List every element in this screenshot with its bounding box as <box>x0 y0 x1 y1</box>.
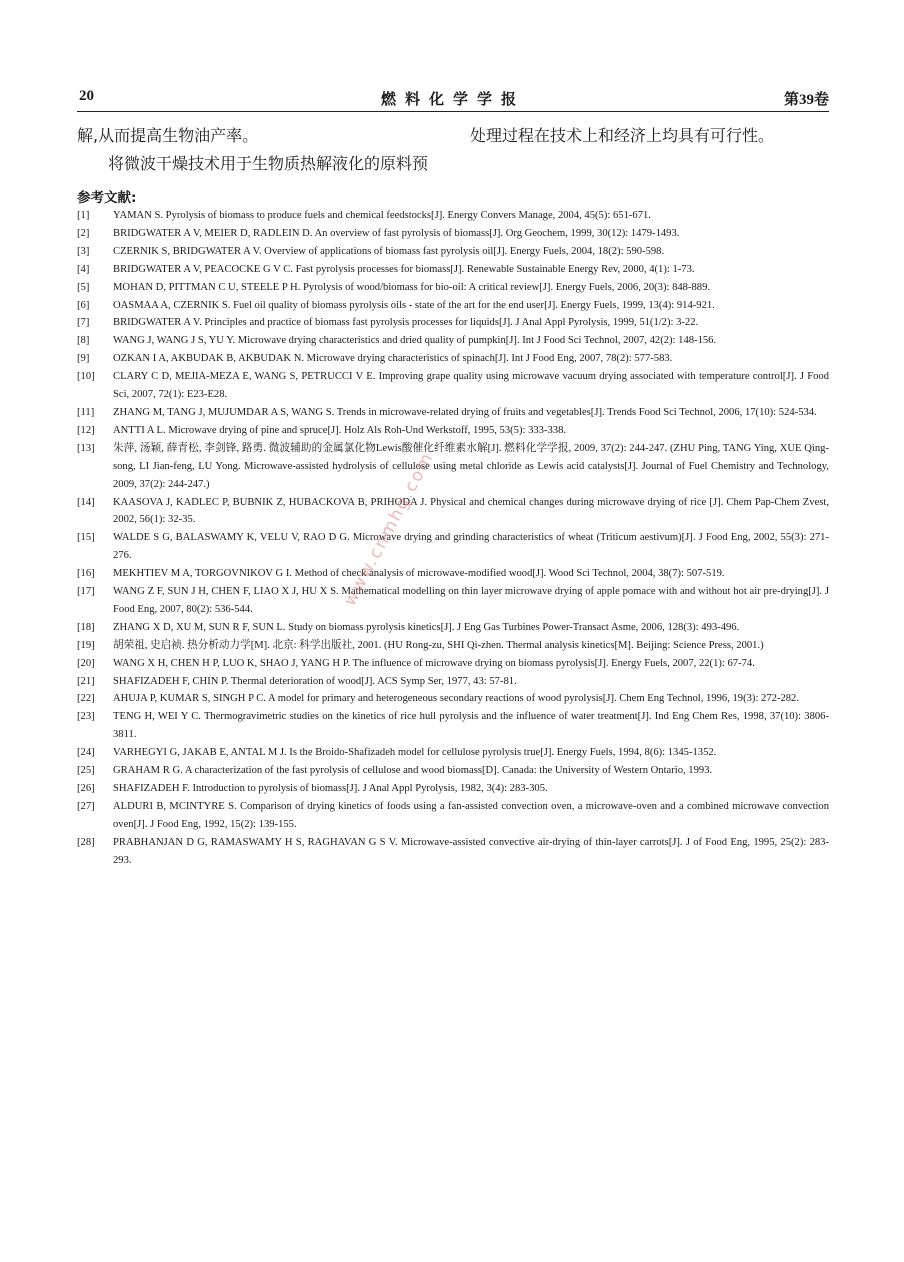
reference-item <box>77 494 829 530</box>
reference-item <box>77 279 829 297</box>
reference-number: [13] <box>77 442 95 454</box>
reference-text: WALDE S G, BALASWAMY K, VELU V, RAO D G. Microwave drying and grinding characteristics of wheat (Triticum aestivum)[J]. J Food Eng, 2002, 55(3): 271-276. <box>113 532 829 562</box>
reference-number: [27] <box>77 800 95 812</box>
reference-text: MEKHTIEV M A, TORGOVNIKOV G I. Method of check analysis of microwave-modified wood[J]. Wood Sci Technol, 2004, 38(7): 507-519. <box>113 568 725 580</box>
reference-list <box>77 207 829 870</box>
reference-item <box>77 762 829 780</box>
reference-item <box>77 332 829 350</box>
reference-item <box>77 619 829 637</box>
page-header <box>77 86 829 110</box>
reference-item <box>77 243 829 261</box>
reference-item <box>77 655 829 673</box>
reference-number: [21] <box>77 675 95 687</box>
reference-number: [3] <box>77 245 90 257</box>
reference-number: [16] <box>77 568 95 580</box>
reference-item <box>77 744 829 762</box>
reference-number: [5] <box>77 281 90 293</box>
reference-text: OZKAN I A, AKBUDAK B, AKBUDAK N. Microwave drying characteristics of spinach[J]. Int J Food Eng, 2007, 78(2): 577-583. <box>113 353 673 365</box>
reference-text: SHAFIZADEH F. Introduction to pyrolysis of biomass[J]. J Anal Appl Pyrolysis, 1982, 3(4): 283-305. <box>113 783 548 794</box>
reference-text: BRIDGWATER A V, PEACOCKE G V C. Fast pyrolysis processes for biomass[J]. Renewable Sustainable Energy Rev, 2000, 4(1): 1-73. <box>113 263 695 275</box>
volume-label: 第39卷 <box>783 92 829 108</box>
page-number: 20 <box>79 88 94 104</box>
reference-item <box>77 404 829 422</box>
reference-number: [22] <box>77 693 95 705</box>
body-text-col1-line2: 将微波干燥技术用于生物质热解液化的原料预 <box>108 154 429 173</box>
reference-item <box>77 529 829 565</box>
reference-item <box>77 350 829 368</box>
reference-text: AHUJA P, KUMAR S, SINGH P C. A model for primary and heterogeneous secondary reactions of wood pyrolysis[J]. Chem Eng Technol, 1996, 19(3): 272-282. <box>113 693 800 705</box>
reference-text: YAMAN S. Pyrolysis of biomass to produce fuels and chemical feedstocks[J]. Energy Convers Manage, 2004, 45(5): 651-671. <box>113 210 651 221</box>
reference-number: [7] <box>77 317 90 329</box>
reference-text: VARHEGYI G, JAKAB E, ANTAL M J. Is the Broido-Shafizadeh model for cellulose pyrolysis true[J]. Energy Fuels, 1994, 8(6): 1345-1352. <box>113 747 717 759</box>
watermark: www.cnmhg.com <box>340 448 439 610</box>
reference-number: [24] <box>77 747 95 759</box>
reference-text: OASMAA A, CZERNIK S. Fuel oil quality of biomass pyrolysis oils - state of the art for the end user[J]. Energy Fuels, 1999, 13(4): 914-921. <box>113 299 715 311</box>
reference-item <box>77 690 829 708</box>
reference-number: [28] <box>77 836 95 848</box>
reference-item <box>77 261 829 279</box>
reference-text: ALDURI B, MCINTYRE S. Comparison of drying kinetics of foods using a fan-assisted convection oven, a microwave-oven and a combined microwave convection oven[J]. J Food Eng, 1992, 15(2): 139-155. <box>113 800 829 830</box>
reference-item <box>77 422 829 440</box>
reference-item <box>77 708 829 744</box>
reference-item <box>77 368 829 404</box>
reference-number: [10] <box>77 371 95 383</box>
reference-text: 胡荣祖, 史启祯. 热分析动力学[M]. 北京: 科学出版社, 2001. (HU Rong-zu, SHI Qi-zhen. Thermal analysis kinetics[M]. Beijing: Science Press, 2001.) <box>113 639 764 651</box>
header-rule <box>77 111 829 112</box>
reference-text: BRIDGWATER A V. Principles and practice of biomass fast pyrolysis processes for liquids[J]. J Anal Appl Pyrolysis, 1999, 51(1/2): 3-22. <box>113 317 699 329</box>
reference-number: [14] <box>77 496 95 508</box>
reference-text: CZERNIK S, BRIDGWATER A V. Overview of applications of biomass fast pyrolysis oil[J]. Energy Fuels, 2004, 18(2): 590-598. <box>113 245 665 257</box>
reference-text: WANG Z F, SUN J H, CHEN F, LIAO X J, HU X S. Mathematical modelling on thin layer microwave drying of apple pomace with and without hot air pre-drying[J]. J Food Eng, 2007, 80(2): 536-544. <box>113 586 829 615</box>
reference-number: [1] <box>77 210 90 221</box>
journal-title: 燃料化学学报 <box>380 92 525 108</box>
body-text-col1-line1: 解,从而提高生物油产率。 <box>77 126 259 145</box>
reference-item <box>77 583 829 619</box>
reference-number: [20] <box>77 657 95 669</box>
reference-item <box>77 565 829 583</box>
reference-text: CLARY C D, MEJIA-MEZA E, WANG S, PETRUCCI V E. Improving grape quality using microwave vacuum drying associated with temperature control[J]. J Food Sci, 2007, 72(1): E23-E28. <box>113 371 829 401</box>
reference-number: [12] <box>77 424 95 436</box>
reference-text: WANG X H, CHEN H P, LUO K, SHAO J, YANG H P. The influence of microwave drying on biomass pyrolysis[J]. Energy Fuels, 2007, 22(1): 67-74. <box>113 657 755 669</box>
reference-number: [18] <box>77 621 95 633</box>
reference-text: ZHANG M, TANG J, MUJUMDAR A S, WANG S. Trends in microwave-related drying of fruits and vegetables[J]. Trends Food Sci Technol, 2006, 17(10): 524-534. <box>113 406 817 418</box>
reference-number: [15] <box>77 532 95 544</box>
reference-text: MOHAN D, PITTMAN C U, STEELE P H. Pyrolysis of wood/biomass for bio-oil: A critical review[J]. Energy Fuels, 2006, 20(3): 848-889. <box>113 281 711 293</box>
reference-number: [23] <box>77 711 95 723</box>
reference-number: [26] <box>77 783 95 794</box>
reference-item <box>77 798 829 834</box>
reference-item <box>77 225 829 243</box>
reference-number: [2] <box>77 227 90 239</box>
reference-number: [11] <box>77 406 95 418</box>
reference-item <box>77 637 829 655</box>
reference-text: KAASOVA J, KADLEC P, BUBNIK Z, HUBACKOVA B, PRIHODA J. Physical and chemical changes during microwave drying of rice [J]. Chem Pap-Chem Zvest, 2002, 56(1): 32-35. <box>113 496 829 526</box>
reference-item <box>77 834 829 870</box>
reference-item <box>77 207 829 225</box>
references-heading: 参考文献: <box>77 190 137 206</box>
reference-item <box>77 297 829 315</box>
reference-item <box>77 314 829 332</box>
reference-number: [4] <box>77 263 90 275</box>
reference-text: ZHANG X D, XU M, SUN R F, SUN L. Study on biomass pyrolysis kinetics[J]. J Eng Gas Turbines Power-Transact Asme, 2006, 128(3): 493-496. <box>113 621 740 633</box>
reference-text: BRIDGWATER A V, MEIER D, RADLEIN D. An overview of fast pyrolysis of biomass[J]. Org Geochem, 1999, 30(12): 1479-1493. <box>113 227 680 239</box>
reference-item <box>77 780 829 798</box>
reference-number: [25] <box>77 765 95 777</box>
reference-item <box>77 673 829 691</box>
reference-number: [6] <box>77 299 90 311</box>
body-text-col2-line1: 处理过程在技术上和经济上均具有可行性。 <box>470 126 775 145</box>
reference-text: ANTTI A L. Microwave drying of pine and spruce[J]. Holz Als Roh-Und Werkstoff, 1995, 53(5): 333-338. <box>113 424 567 436</box>
reference-text: SHAFIZADEH F, CHIN P. Thermal deterioration of wood[J]. ACS Symp Ser, 1977, 43: 57-81. <box>113 675 517 687</box>
reference-item <box>77 440 829 494</box>
reference-text: WANG J, WANG J S, YU Y. Microwave drying characteristics and dried quality of pumpkin[J]. Int J Food Sci Technol, 2007, 42(2): 148-156. <box>113 335 717 347</box>
reference-number: [9] <box>77 353 90 365</box>
reference-text: TENG H, WEI Y C. Thermogravimetric studies on the kinetics of rice hull pyrolysis and the influence of water treatment[J]. Ind Eng Chem Res, 1998, 37(10): 3806-3811. <box>113 711 829 741</box>
reference-text: 朱萍, 汤颖, 薛青松, 李剑锋, 路勇. 微波辅助的金属氯化物Lewis酸催化纤维素水解[J]. 燃料化学学报, 2009, 37(2): 244-247. (ZHU Ping, TANG Ying, XUE Qing-song, LI Jian-feng, LU Yong. Microwave-assisted hydrolysis of cellulose using metal chloride as Lewis acid catalysts[J]. Journal of Fuel Chemistry and Technology, 2009, 37(2): 244-247.) <box>113 442 829 490</box>
reference-number: [17] <box>77 586 95 598</box>
reference-text: GRAHAM R G. A characterization of the fast pyrolysis of cellulose and wood biomass[D]. Canada: the University of Western Ontario, 1993. <box>113 765 713 777</box>
reference-text: PRABHANJAN D G, RAMASWAMY H S, RAGHAVAN G S V. Microwave-assisted convective air-drying of thin-layer carrots[J]. J of Food Eng, 1995, 25(2): 283-293. <box>113 836 829 866</box>
reference-number: [19] <box>77 639 95 651</box>
reference-number: [8] <box>77 335 90 347</box>
